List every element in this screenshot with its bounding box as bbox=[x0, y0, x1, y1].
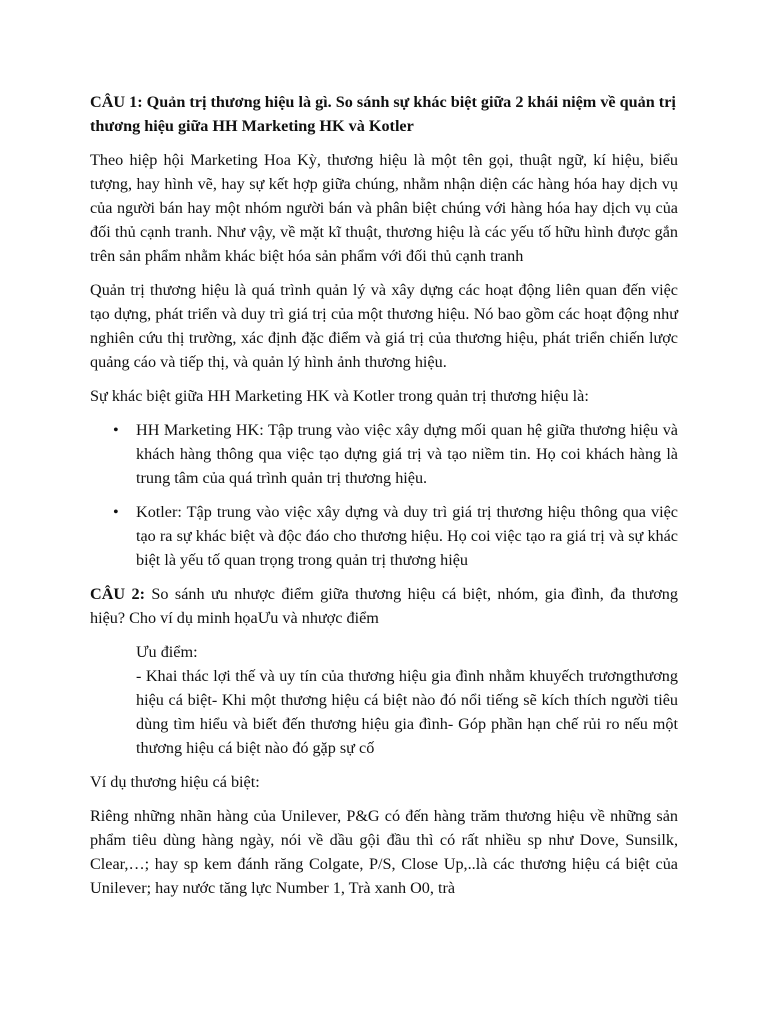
document-page bbox=[90, 90, 678, 910]
advantages-label: Ưu điểm: bbox=[136, 643, 198, 661]
example-paragraph: Riêng những nhãn hàng của Unilever, P&G có đến hàng trăm thương hiệu về những sản phẩm tiêu dùng hàng ngày, nói về dầu gội đầu thì có rất nhiều sp như Dove, Sunsilk, Clear,…; hay sp kem đánh răng Colgate, P/S, Close Up,..là các thương hiệu cá biệt của Unilever; hay nước tăng lực Number 1, Trà xanh O0, trà bbox=[90, 807, 678, 897]
bullet-icon: • bbox=[113, 503, 119, 521]
advantages-text: - Khai thác lợi thế và uy tín của thương hiệu gia đình nhằm khuyếch trươngthương hiệu cá biệt- Khi một thương hiệu cá biệt nào đó nổi tiếng sẽ kích thích người tiêu dùng tìm hiểu và biết đến thương hiệu gia đình- Góp phần hạn chế rủi ro nếu một thương hiệu cá biệt nào đó gặp sự cố bbox=[136, 667, 678, 757]
list-item-text: Kotler: Tập trung vào việc xây dựng và duy trì giá trị thương hiệu thông qua việc tạo ra sự khác biệt và độc đáo cho thương hiệu. Họ coi việc tạo ra giá trị và sự khác biệt là yếu tố quan trọng trong quản trị thương hiệu bbox=[136, 503, 678, 569]
differences-list bbox=[90, 418, 678, 572]
paragraph-differences-intro: Sự khác biệt giữa HH Marketing HK và Kotler trong quản trị thương hiệu là: bbox=[90, 387, 589, 405]
question-1-heading: CÂU 1: Quản trị thương hiệu là gì. So sánh sự khác biệt giữa 2 khái niệm về quản trị thương hiệu giữa HH Marketing HK và Kotler bbox=[90, 93, 676, 135]
question-2-text: So sánh ưu nhược điểm giữa thương hiệu cá biệt, nhóm, gia đình, đa thương hiệu? Cho ví dụ minh họaƯu và nhược điểm bbox=[90, 585, 678, 627]
list-item-text: HH Marketing HK: Tập trung vào việc xây dựng mối quan hệ giữa thương hiệu và khách hàng thông qua việc tạo dựng giá trị và tạo niềm tin. Họ coi khách hàng là trung tâm của quá trình quản trị thương hiệu. bbox=[136, 421, 678, 487]
list-item bbox=[113, 418, 678, 490]
bullet-icon: • bbox=[113, 421, 119, 439]
paragraph-brand-definition: Theo hiệp hội Marketing Hoa Kỳ, thương hiệu là một tên gọi, thuật ngữ, kí hiệu, biểu tượng, hay hình vẽ, hay sự kết hợp giữa chúng, nhằm nhận diện các hàng hóa hay dịch vụ của người bán hay một nhóm người bán và phân biệt chúng với hàng hóa hay dịch vụ của đối thủ cạnh tranh. Như vậy, về mặt kĩ thuật, thương hiệu là các yếu tố hữu hình được gắn trên sản phẩm nhằm khác biệt hóa sản phẩm với đối thủ cạnh tranh bbox=[90, 151, 678, 265]
question-2-label: CÂU 2: bbox=[90, 585, 145, 603]
question-2-paragraph bbox=[90, 582, 678, 630]
advantages-block bbox=[90, 640, 678, 760]
paragraph-brand-management: Quản trị thương hiệu là quá trình quản lý và xây dựng các hoạt động liên quan đến việc tạo dựng, phát triển và duy trì giá trị của một thương hiệu. Nó bao gồm các hoạt động như nghiên cứu thị trường, xác định đặc điểm và giá trị của thương hiệu, phát triển chiến lược quảng cáo và tiếp thị, và quản lý hình ảnh thương hiệu. bbox=[90, 281, 678, 371]
list-item bbox=[113, 500, 678, 572]
example-heading: Ví dụ thương hiệu cá biệt: bbox=[90, 773, 260, 791]
